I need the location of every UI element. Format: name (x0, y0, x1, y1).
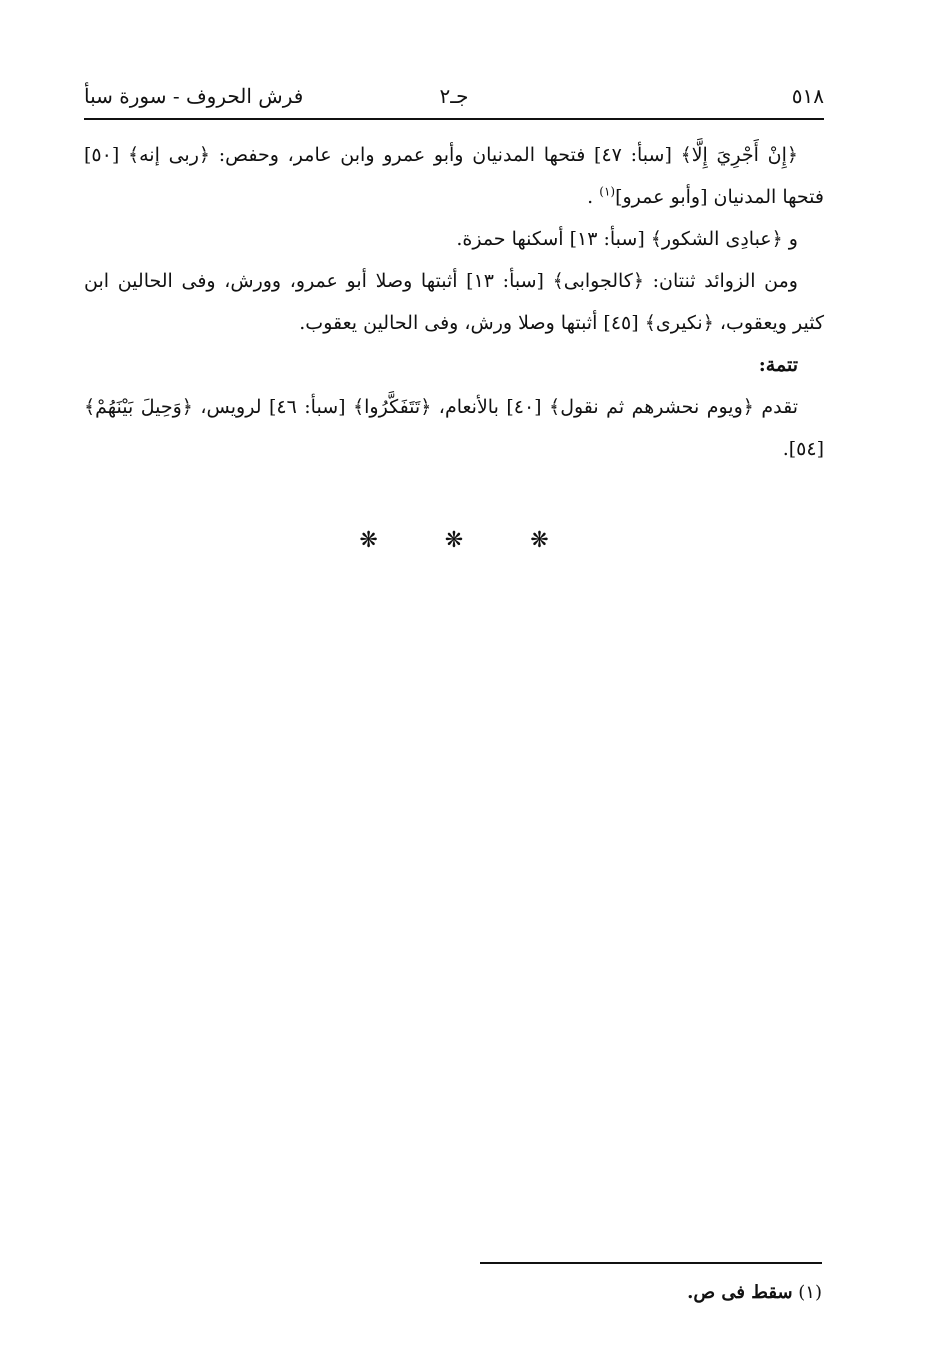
paragraph-text: ﴿إِنْ أَجْرِيَ إِلَّا﴾ [سبأ: ٤٧] فتحها المدنيان وأبو عمرو وابن عامر، وحفص: ﴿ربى إنه﴾ [٥٠] فتحها المدنيان [وأبو عمرو] (84, 144, 824, 208)
paragraph-zawaid: ومن الزوائد ثنتان: ﴿كالجوابى﴾ [سبأ: ١٣] أثبتها وصلا أبو عمرو، وورش، وفى الحالين ابن كثير ويعقوب، ﴿نكيرى﴾ [٤٥] أثبتها وصلا ورش، وفى الحالين يعقوب. (84, 270, 824, 334)
footnote-reference: (١) (599, 184, 616, 199)
paragraph-tatimma: تقدم ﴿ويوم نحشرهم ثم نقول﴾ [٤٠] بالأنعام، ﴿تَتَفَكَّرُوا﴾ [سبأ: ٤٦] لرويس، ﴿وَحِيلَ بَيْنَهُمْ﴾ [٥٤]. (84, 396, 824, 460)
volume-label: جـ٢ (439, 84, 469, 108)
section-heading: تتمة: (758, 354, 798, 376)
footnote-rule (480, 1262, 822, 1264)
running-title: فرش الحروف - سورة سبأ (84, 84, 304, 108)
section-separator: ❋ ❋ ❋ (359, 528, 579, 553)
header-rule (84, 118, 824, 120)
footnote (484, 1278, 822, 1308)
main-text (84, 134, 824, 470)
paragraph-yaat-idafa (84, 134, 824, 218)
running-header (84, 84, 824, 118)
paragraph-ibadi: و ﴿عبادِى الشكور﴾ [سبأ: ١٣] أسكنها حمزة. (456, 228, 798, 250)
paragraph-end: . (587, 186, 594, 208)
footnote-marker: (١) (798, 1282, 822, 1303)
page-number: ٥١٨ (791, 84, 824, 108)
footnote-text: سقط فى ص. (687, 1282, 793, 1303)
